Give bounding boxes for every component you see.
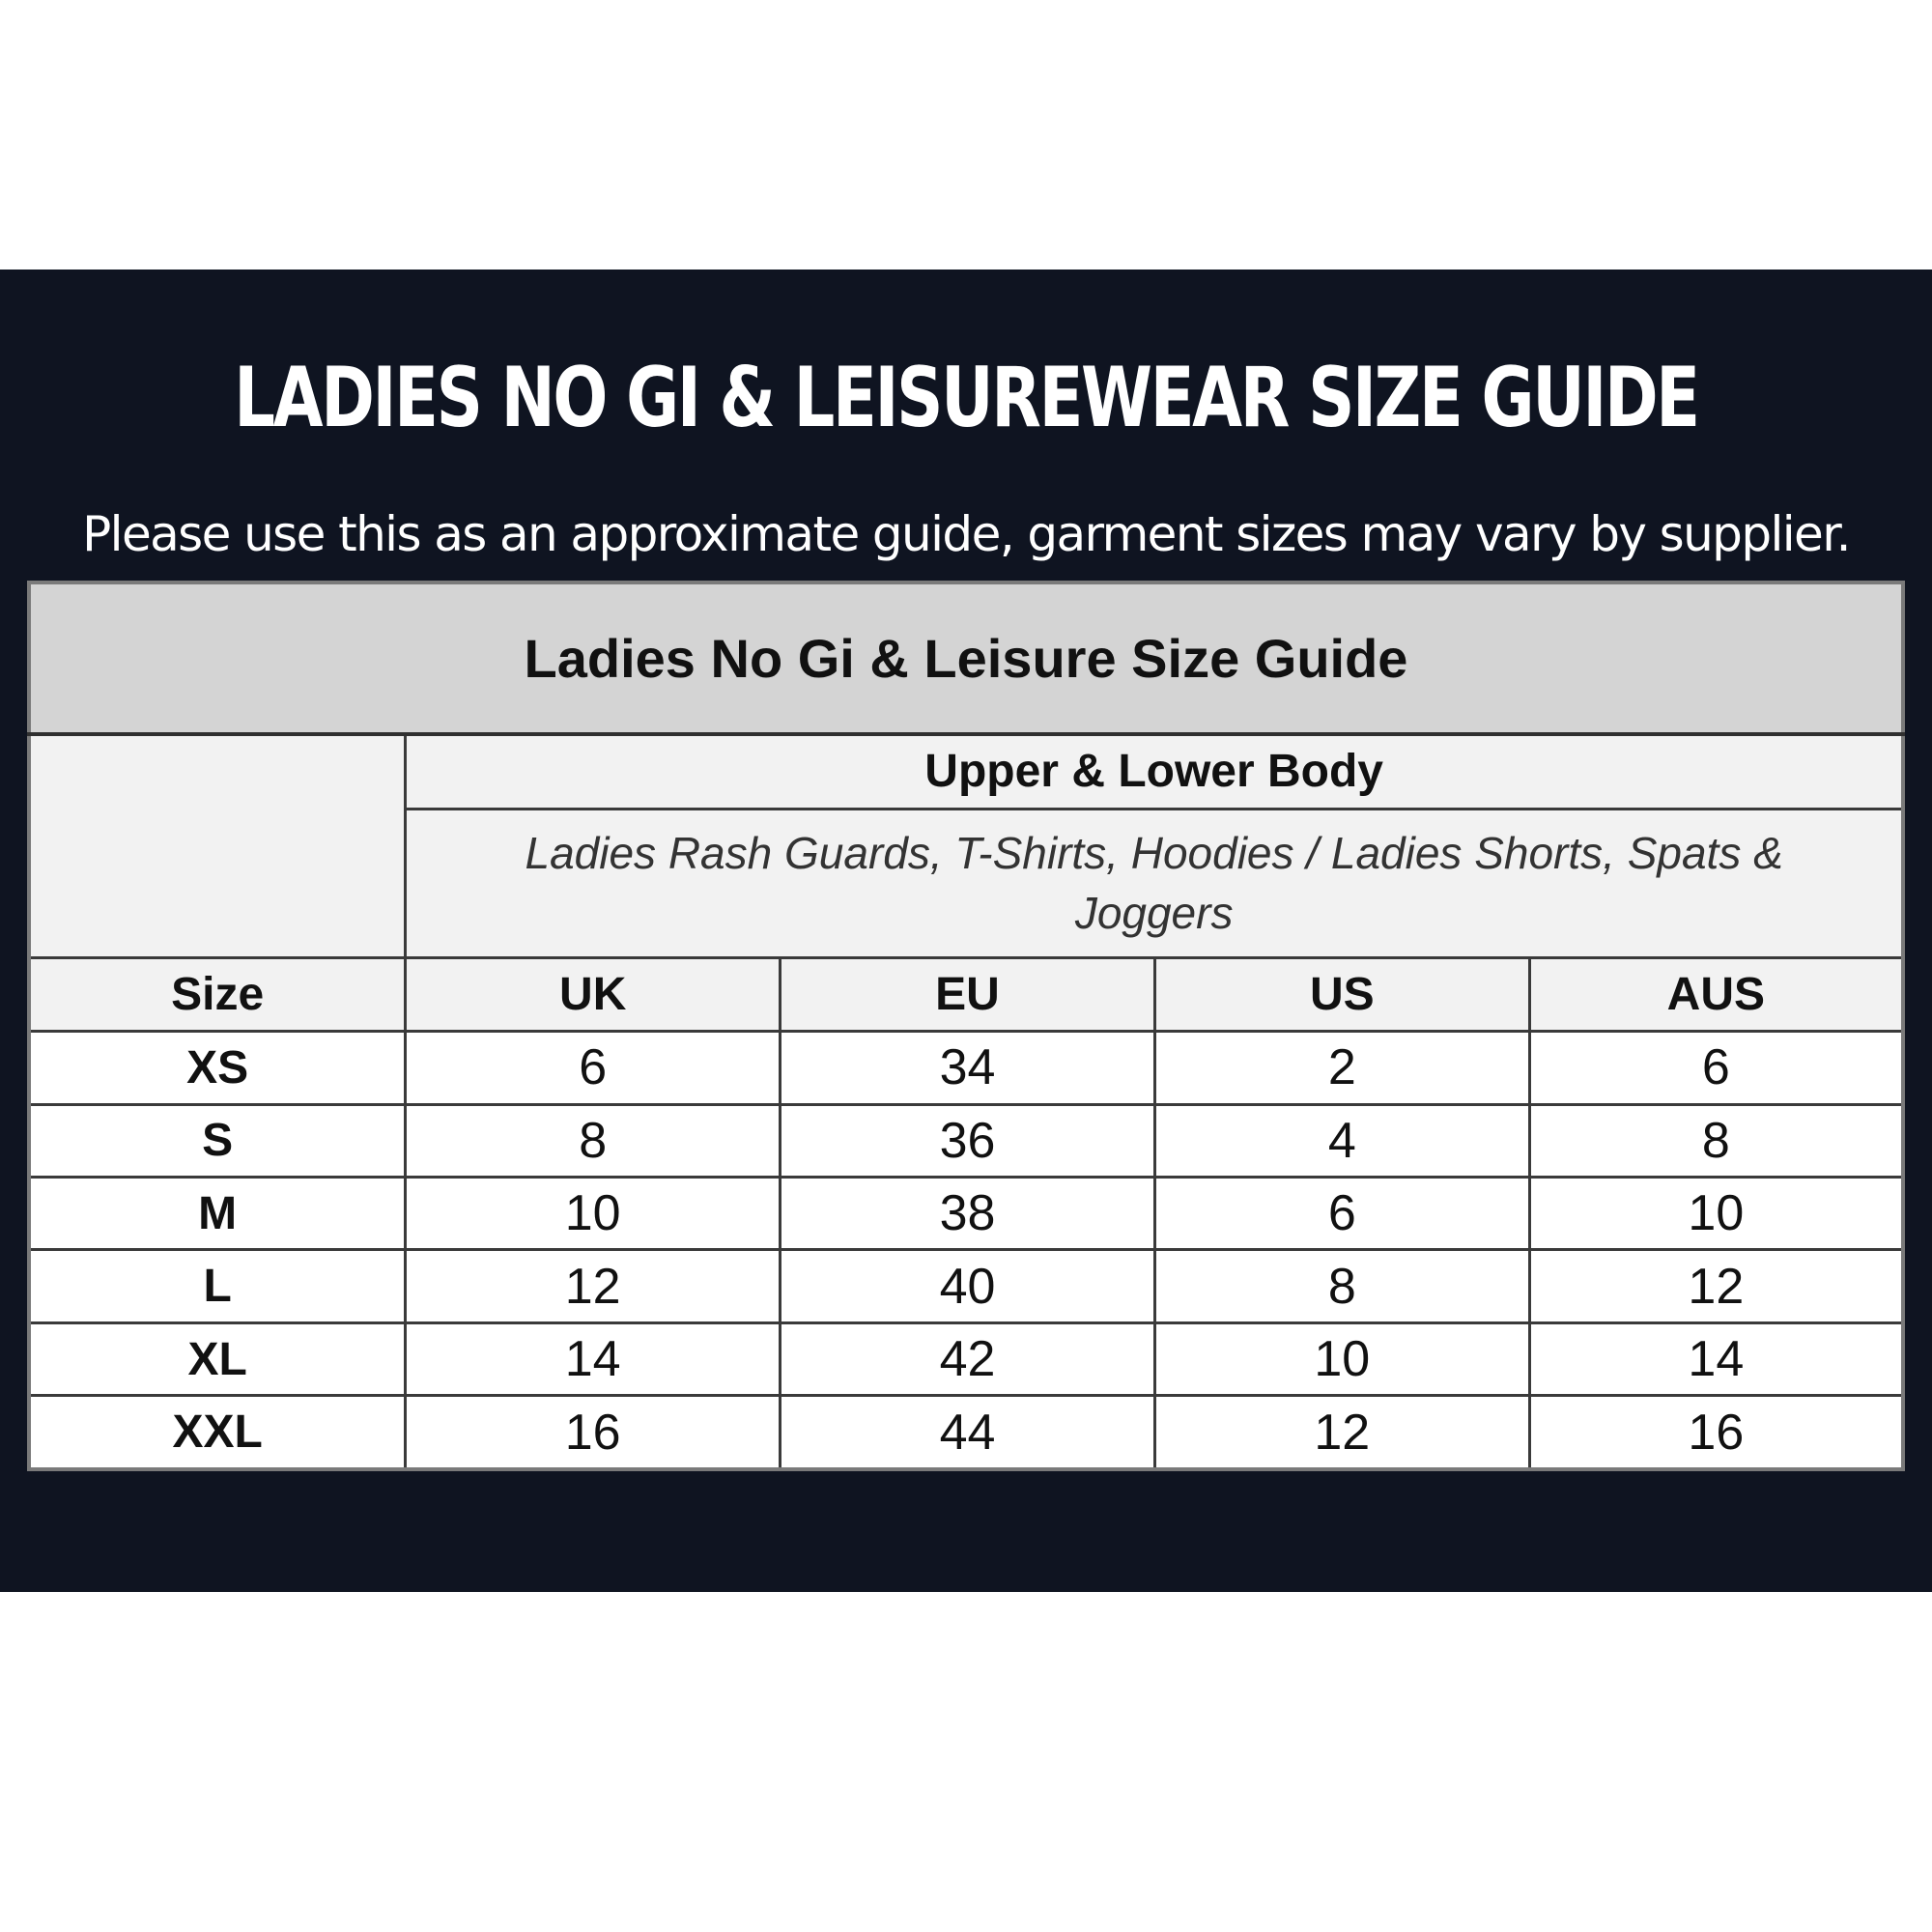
- page-subtitle: Please use this as an approximate guide, garment sizes may vary by supplier.: [82, 506, 1850, 562]
- size-cell: XS: [29, 1032, 406, 1104]
- uk-cell: 6: [406, 1032, 781, 1104]
- size-cell: L: [29, 1250, 406, 1322]
- group-description: Ladies Rash Guards, T-Shirts, Hoodies / Ladies Shorts, Spats & Joggers: [406, 809, 1903, 957]
- group-row: [29, 734, 1903, 809]
- table-row: [29, 1322, 1903, 1395]
- table-title: Ladies No Gi & Leisure Size Guide: [29, 582, 1903, 734]
- table-row: [29, 1250, 1903, 1322]
- eu-cell: 42: [781, 1322, 1155, 1395]
- size-cell: S: [29, 1104, 406, 1177]
- us-cell: 10: [1154, 1322, 1529, 1395]
- uk-cell: 16: [406, 1396, 781, 1469]
- uk-cell: 12: [406, 1250, 781, 1322]
- eu-cell: 38: [781, 1177, 1155, 1249]
- us-cell: 8: [1154, 1250, 1529, 1322]
- table-row: [29, 1396, 1903, 1469]
- size-cell: M: [29, 1177, 406, 1249]
- aus-cell: 14: [1529, 1322, 1903, 1395]
- size-cell: XL: [29, 1322, 406, 1395]
- uk-cell: 8: [406, 1104, 781, 1177]
- blank-corner-cell: [29, 734, 406, 957]
- us-cell: 2: [1154, 1032, 1529, 1104]
- header-aus: AUS: [1529, 957, 1903, 1032]
- header-us: US: [1154, 957, 1529, 1032]
- eu-cell: 44: [781, 1396, 1155, 1469]
- us-cell: 4: [1154, 1104, 1529, 1177]
- table-row: [29, 1032, 1903, 1104]
- table-row: [29, 1177, 1903, 1249]
- size-guide-table: [27, 581, 1905, 1471]
- table-title-row: [29, 582, 1903, 734]
- aus-cell: 6: [1529, 1032, 1903, 1104]
- uk-cell: 14: [406, 1322, 781, 1395]
- header-eu: EU: [781, 957, 1155, 1032]
- aus-cell: 10: [1529, 1177, 1903, 1249]
- eu-cell: 36: [781, 1104, 1155, 1177]
- aus-cell: 8: [1529, 1104, 1903, 1177]
- header-uk: UK: [406, 957, 781, 1032]
- us-cell: 6: [1154, 1177, 1529, 1249]
- eu-cell: 40: [781, 1250, 1155, 1322]
- page-title: LADIES NO GI & LEISUREWEAR SIZE GUIDE: [234, 350, 1698, 446]
- header-size: Size: [29, 957, 406, 1032]
- uk-cell: 10: [406, 1177, 781, 1249]
- us-cell: 12: [1154, 1396, 1529, 1469]
- aus-cell: 16: [1529, 1396, 1903, 1469]
- column-header-row: [29, 957, 1903, 1032]
- size-cell: XXL: [29, 1396, 406, 1469]
- aus-cell: 12: [1529, 1250, 1903, 1322]
- eu-cell: 34: [781, 1032, 1155, 1104]
- table-row: [29, 1104, 1903, 1177]
- group-label: Upper & Lower Body: [406, 734, 1903, 809]
